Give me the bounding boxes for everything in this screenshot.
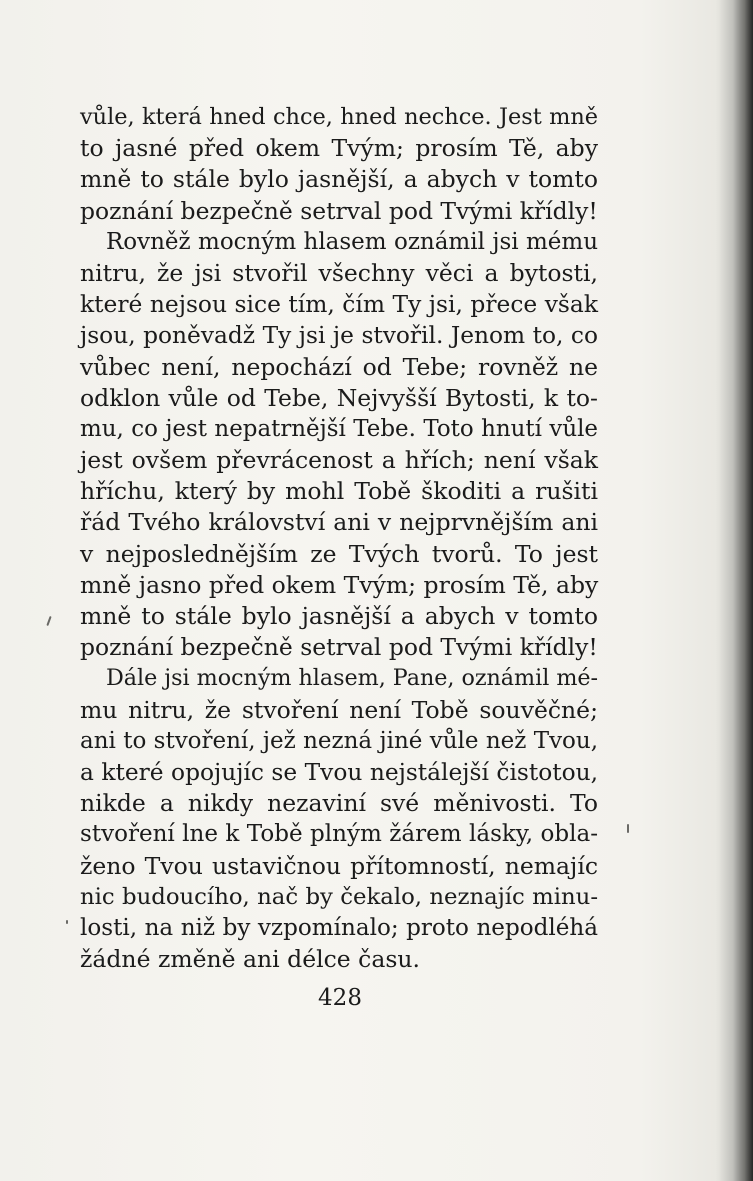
text-line: stvoření lne k Tobě plným žárem lásky, obla- [80,821,598,848]
text-line: odklon vůle od Tebe, Nejvyšší Bytosti, k to- [80,383,598,412]
text-line: jsou, poněvadž Ty jsi je stvořil. Jenom to, co [80,322,598,350]
page-text [80,102,598,975]
scan-speck [627,824,629,833]
text-line: mně to stále bylo jasnější a abych v tomto [80,602,598,630]
page-number: 428 [318,985,362,1011]
text-line: nic budoucího, nač by čekalo, neznajíc minu- [80,883,598,910]
text-line: mně jasno před okem Tvým; prosím Tě, aby [80,570,599,599]
text-line: Dále jsi mocným hlasem, Pane, oznámil mé- [106,665,599,692]
text-line: poznání bezpečně setrval pod Tvými křídly! [80,633,598,662]
text-line: mu, co jest nepatrnější Tebe. Toto hnutí vůle [80,415,598,442]
text-line: vůle, která hned chce, hned nechce. Jest mně [80,104,598,130]
text-line: které nejsou sice tím, čím Ty jsi, přece však [80,290,598,319]
text-line: hříchu, který by mohl Tobě škoditi a rušiti [80,477,598,506]
scan-speck [46,616,51,626]
text-line: to jasné před okem Tvým; prosím Tě, aby [80,134,598,163]
text-line: losti, na niž by vzpomínalo; proto nepodléhá [80,914,598,941]
text-line: ženo Tvou ustavičnou přítomností, nemajíc [80,851,598,880]
text-line: jest ovšem převrácenost a hřích; není však [80,446,598,475]
scan-speck [66,920,68,924]
text-line: nikde a nikdy nezaviní své měnivosti. To [80,789,598,818]
page-gutter-shadow [719,0,753,1181]
text-line: vůbec není, nepochází od Tebe; rovněž ne [80,352,598,381]
text-line: žádné změně ani délce času. [80,945,421,974]
text-line: mu nitru, že stvoření není Tobě souvěčné; [80,695,598,724]
text-line: poznání bezpečně setrval pod Tvými křídly! [80,196,598,225]
text-line: v nejposlednějším ze Tvých tvorů. To jest [80,539,598,568]
text-line: mně to stále bylo jasnější, a abych v tomto [80,165,598,194]
text-line: řád Tvého království ani v nejprvnějším ani [80,508,598,537]
text-line: ani to stvoření, jež nezná jiné vůle než Tvou, [80,727,598,754]
text-line: a které opojujíc se Tvou nejstálejší čistotou, [80,758,598,786]
text-line: nitru, že jsi stvořil všechny věci a bytosti, [80,258,598,287]
text-line: Rovněž mocným hlasem oznámil jsi mému [106,228,598,255]
